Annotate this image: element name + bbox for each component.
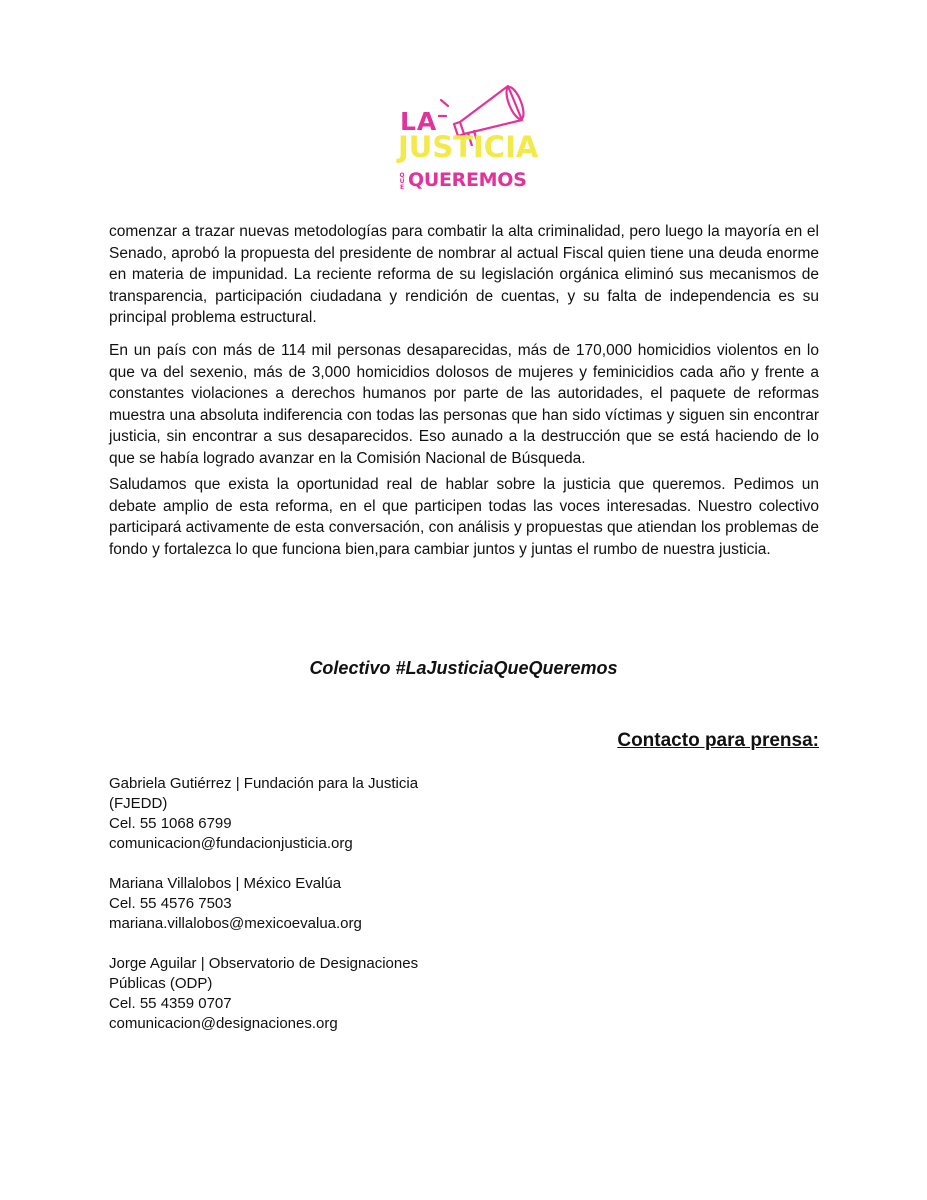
logo-text-justicia: JUSTICIA: [398, 130, 539, 164]
contact-organization: (FJEDD): [109, 795, 168, 812]
press-contact-1: [109, 774, 439, 854]
logo-text-la: LA: [400, 107, 438, 136]
paragraph-3: Saludamos que exista la oportunidad real de hablar sobre la justicia que queremos. Pedimos un debate amplio de esta reforma, en el que participen todas las voces interesadas. Nuestro colectivo participará activamente de esta conversación, con análisis y propuestas que atiendan los problemas de fondo y fortalezca lo que funciona bien,para cambiar juntos y juntas el rumbo de nuestra justicia.: [109, 476, 819, 558]
contact-organization: Públicas (ODP): [109, 975, 213, 992]
press-contact-3: [109, 954, 439, 1034]
contact-name: Jorge Aguilar | Observatorio de Designaciones: [109, 955, 419, 972]
logo-text-que: Q U E: [399, 172, 405, 191]
logo: [398, 76, 548, 196]
contact-email[interactable]: mariana.villalobos@mexicoevalua.org: [109, 915, 362, 932]
press-contact-heading: Contacto para prensa:: [617, 730, 819, 751]
contact-name: Gabriela Gutiérrez | Fundación para la Justicia: [109, 775, 419, 792]
contact-phone: Cel. 55 4359 0707: [109, 995, 232, 1012]
contact-email[interactable]: comunicacion@fundacionjusticia.org: [109, 835, 353, 852]
contact-phone: Cel. 55 1068 6799: [109, 815, 232, 832]
paragraph-1: comenzar a trazar nuevas metodologías para combatir la alta criminalidad, pero luego la mayoría en el Senado, aprobó la propuesta del presidente de nombrar al actual Fiscal quien tiene una deuda enorme en materia de impunidad. La reciente reforma de su legislación orgánica eliminó sus mecanismos de transparencia, participación ciudadana y rendición de cuentas, y su falta de independencia es su principal problema estructural.: [109, 223, 819, 326]
press-contact-2: [109, 874, 439, 934]
paragraph-2: En un país con más de 114 mil personas desaparecidas, más de 170,000 homicidios violentos en lo que va del sexenio, más de 3,000 homicidios dolosos de mujeres y feminicidios cada año y frente a constantes violaciones a derechos humanos por parte de las autoridades, el paquete de reformas muestra una absoluta indiferencia con todas las personas que han sido víctimas y siguen sin encontrar justicia, sin encontrar a sus desaparecidos. Eso aunado a la destrucción que se está haciendo de lo que se había logrado avanzar en la Comisión Nacional de Búsqueda.: [109, 342, 819, 467]
collective-signature: Colectivo #LaJusticiaQueQueremos: [309, 658, 618, 678]
contact-phone: Cel. 55 4576 7503: [109, 895, 232, 912]
contact-name: Mariana Villalobos | México Evalúa: [109, 875, 342, 892]
logo-text-queremos: QUEREMOS: [408, 169, 527, 191]
contact-email[interactable]: comunicacion@designaciones.org: [109, 1015, 338, 1032]
